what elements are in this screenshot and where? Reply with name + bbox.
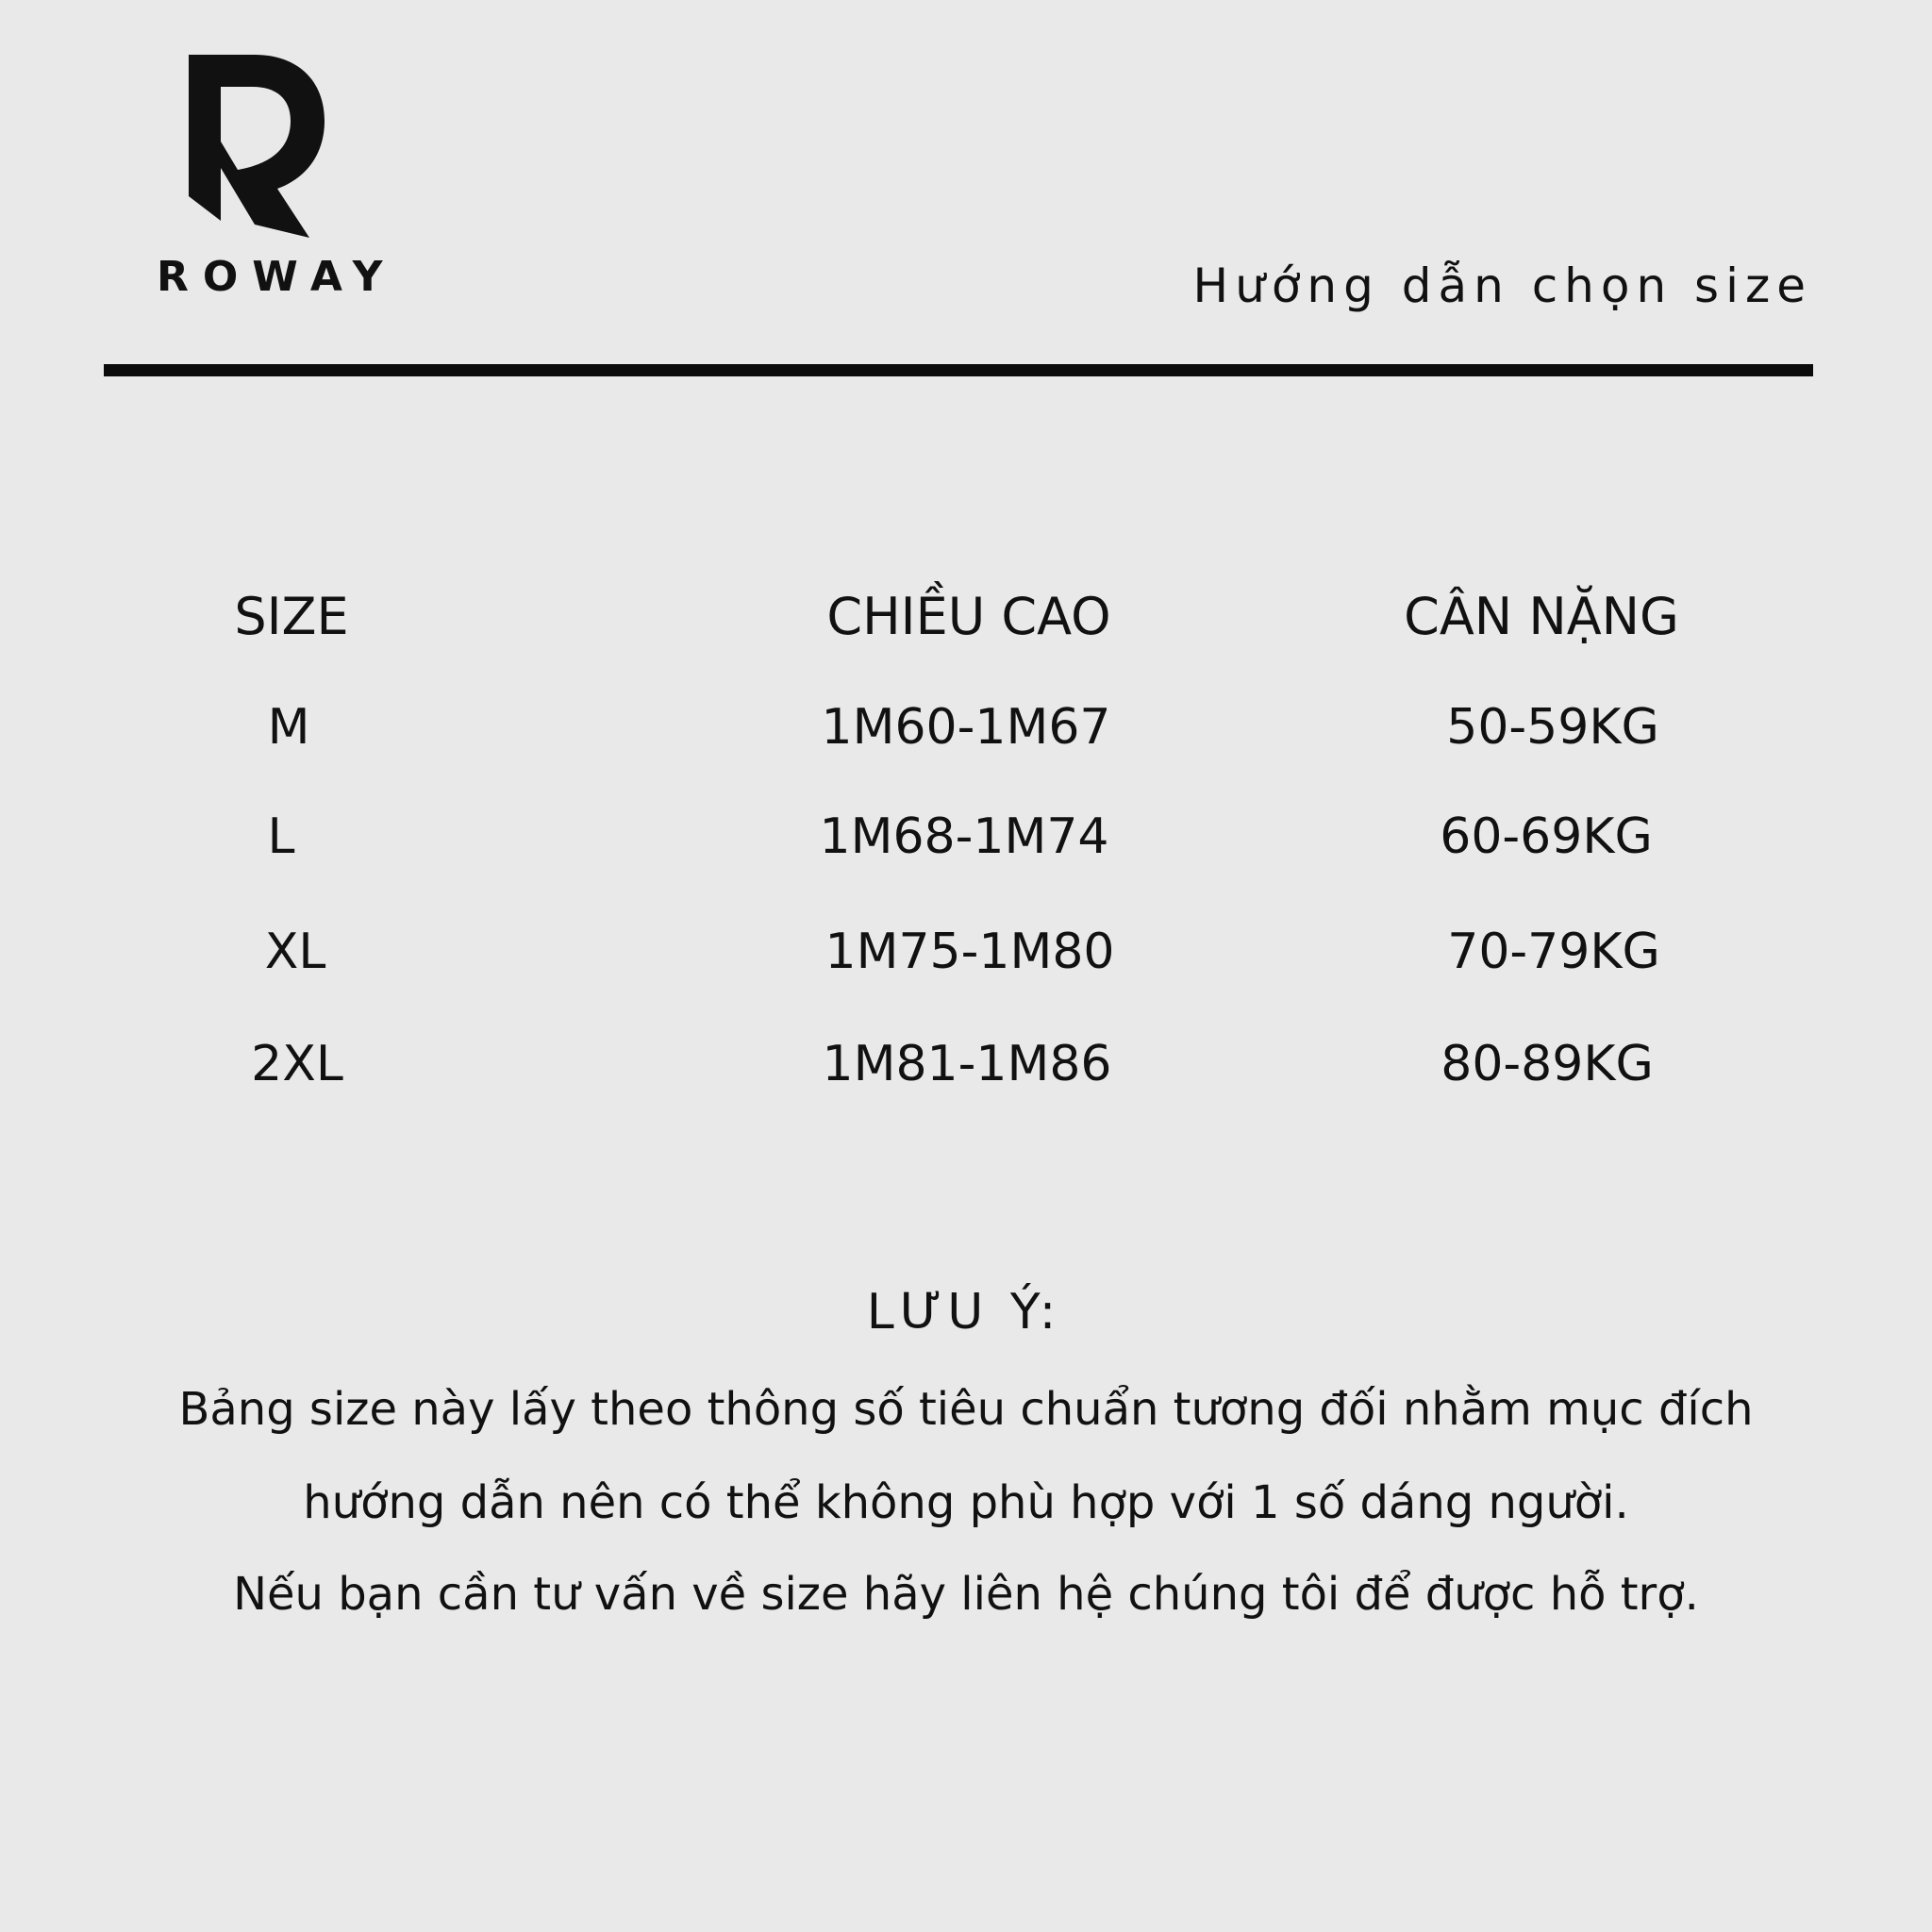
column-header-size: SIZE [234,587,349,646]
page-title: Hướng dẫn chọn size [1192,258,1812,313]
note-title: LƯU Ý: [866,1284,1062,1341]
r-monogram-icon [187,55,326,240]
note-line: hướng dẫn nên có thể không phù hợp với 1 số dáng người. [303,1476,1629,1529]
note-line: Nếu bạn cần tư vấn về size hãy liên hệ chúng tôi để được hỗ trợ. [233,1568,1699,1621]
table-cell-size: M [267,699,310,756]
table-cell-weight: 80-89KG [1441,1036,1654,1092]
brand-wordmark: ROWAY [157,253,397,301]
table-cell-height: 1M81-1M86 [822,1036,1112,1092]
column-header-weight: CÂN NẶNG [1404,587,1679,646]
table-cell-size: XL [264,924,326,980]
table-cell-size: 2XL [251,1036,343,1092]
table-cell-weight: 60-69KG [1440,808,1653,865]
column-header-height: CHIỀU CAO [826,587,1111,646]
table-cell-height: 1M75-1M80 [824,924,1115,980]
table-cell-height: 1M60-1M67 [821,699,1111,756]
table-cell-height: 1M68-1M74 [819,808,1109,865]
header-divider [104,364,1813,376]
table-cell-size: L [267,808,295,865]
table-cell-weight: 50-59KG [1446,699,1659,756]
table-cell-weight: 70-79KG [1447,924,1660,980]
note-line: Bảng size này lấy theo thông số tiêu chuẩn tương đối nhằm mục đích [178,1383,1754,1436]
